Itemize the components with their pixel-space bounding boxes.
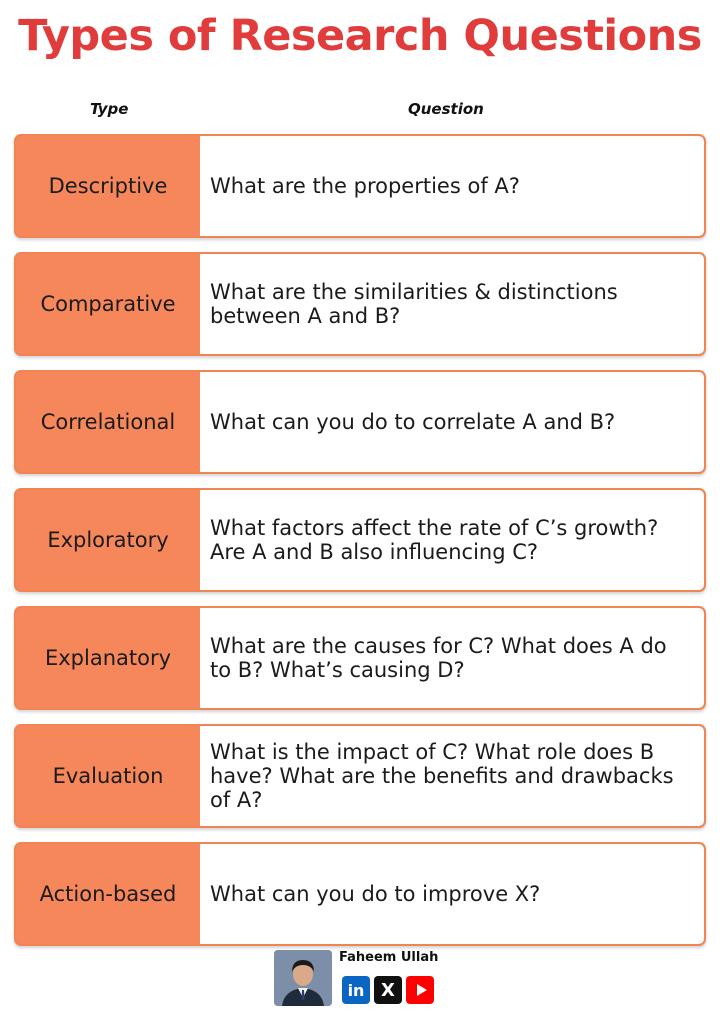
question-cell: What are the properties of A?: [200, 136, 704, 236]
type-cell: Correlational: [40, 410, 176, 434]
table-row: [14, 842, 706, 946]
table-row: [14, 488, 706, 592]
question-cell: What can you do to improve X?: [200, 844, 704, 944]
type-cell: Explanatory: [44, 646, 172, 670]
avatar-portrait-icon: [274, 950, 332, 1006]
question-cell: What are the causes for C? What does A do to B? What’s causing D?: [200, 608, 704, 708]
youtube-icon[interactable]: [406, 976, 434, 1004]
question-cell: What is the impact of C? What role does B have? What are the benefits and drawbacks of A?: [200, 726, 704, 826]
x-icon[interactable]: X: [374, 976, 402, 1004]
column-header-type: Type: [90, 100, 129, 118]
type-cell: Exploratory: [47, 528, 169, 552]
type-cell: Comparative: [40, 292, 176, 316]
type-cell: Descriptive: [48, 174, 168, 198]
table-row: [14, 606, 706, 710]
table-row: [14, 724, 706, 828]
table-row: [14, 134, 706, 238]
table-row: [14, 370, 706, 474]
question-cell: What are the similarities & distinctions between A and B?: [200, 254, 704, 354]
page-title: Types of Research Questions: [18, 11, 702, 61]
avatar: [274, 950, 332, 1006]
type-cell: Evaluation: [52, 764, 164, 788]
question-cell: What can you do to correlate A and B?: [200, 372, 704, 472]
linkedin-icon[interactable]: in: [342, 976, 370, 1004]
author-footer: [274, 948, 454, 1008]
type-cell: Action-based: [39, 882, 177, 906]
question-table: [14, 134, 706, 960]
table-row: [14, 252, 706, 356]
column-header-question: Question: [408, 100, 484, 118]
author-name: Faheem Ullah: [339, 950, 439, 965]
question-cell: What factors affect the rate of C’s growth? Are A and B also influencing C?: [200, 490, 704, 590]
